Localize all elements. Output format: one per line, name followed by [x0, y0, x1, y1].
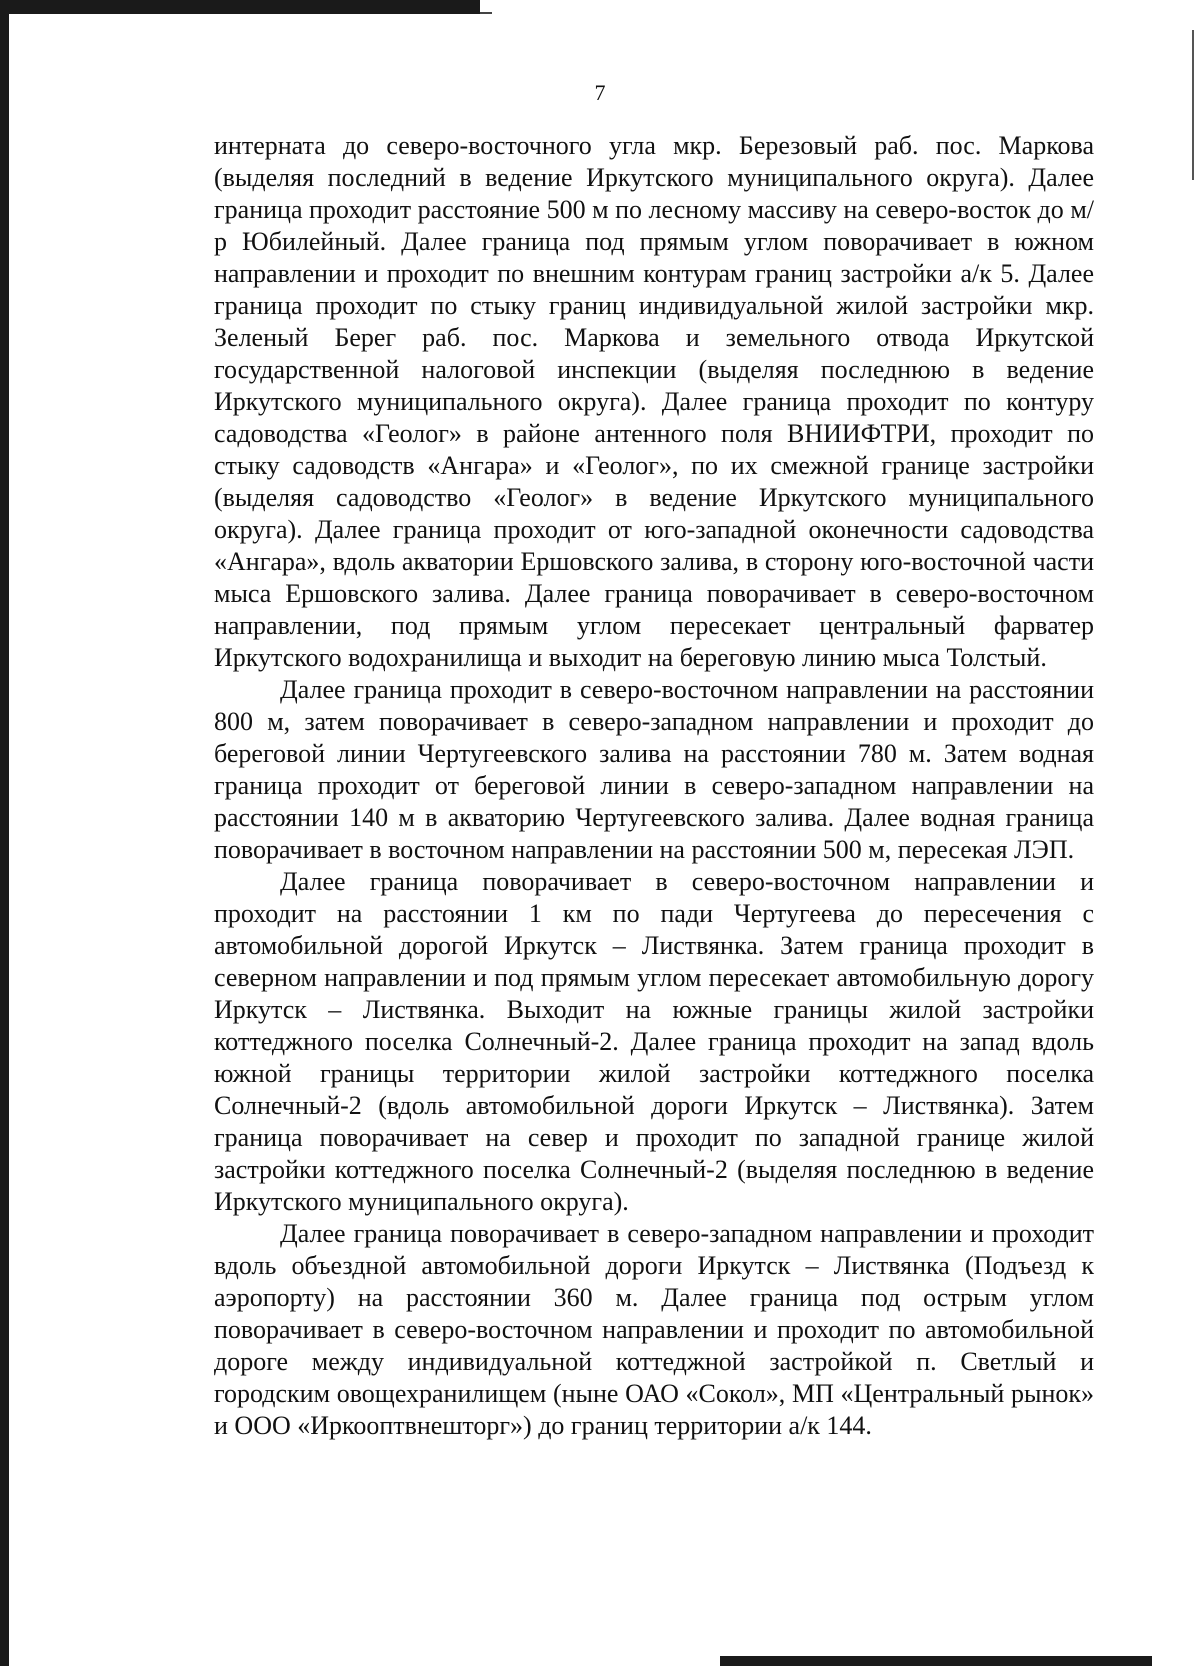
paragraph: Далее граница поворачивает в северо-восточном направлении и проходит на расстоянии 1 км по пади Чертугеева до пересечения с автомобильной дорогой Иркутск – Листвянка. Затем граница проходит в северном направлении и под прямым углом пересекает автомобильную дорогу Иркутск – Листвянка. Выходит на южные границы жилой застройки коттеджного поселка Солнечный-2. Далее граница проходит на запад вдоль южной границы территории жилой застройки коттеджного поселка Солнечный-2 (вдоль автомобильной дороги Иркутск – Листвянка). Затем граница поворачивает на север и проходит по западной границе жилой застройки коттеджного поселка Солнечный-2 (выделяя последнюю в ведение Иркутского муниципального округа).	[214, 867, 1094, 1216]
scan-border-top	[0, 0, 480, 14]
paragraph: Далее граница проходит в северо-восточном направлении на расстоянии 800 м, затем поворачивает в северо-западном направлении и проходит до береговой линии Чертугеевского залива на расстоянии 780 м. Затем водная граница проходит от береговой линии в северо-западном направлении на расстоянии 140 м в акваторию Чертугеевского залива. Далее водная граница поворачивает в восточном направлении на расстоянии 500 м, пересекая ЛЭП.	[214, 675, 1094, 864]
scan-border-bottom	[720, 1656, 1152, 1666]
paragraph: интерната до северо-восточного угла мкр. Березовый раб. пос. Маркова (выделяя последний в ведение Иркутского муниципального округа). Далее граница проходит расстояние 500 м по лесному массиву на северо-восток до м/р Юбилейный. Далее граница под прямым углом поворачивает в южном направлении и проходит по внешним контурам границ застройки а/к 5. Далее граница проходит по стыку границ индивидуальной жилой застройки мкр. Зеленый Берег раб. пос. Маркова и земельного отвода Иркутской государственной налоговой инспекции (выделяя последнюю в ведение Иркутского муниципального округа). Далее граница проходит по контуру садоводства «Геолог» в районе антенного поля ВНИИФТРИ, проходит по стыку садоводств «Ангара» и «Геолог», по их смежной границе застройки (выделяя садоводство «Геолог» в ведение Иркутского муниципального округа). Далее граница проходит от юго-западной оконечности садоводства «Ангара», вдоль акватории Ершовского залива, в сторону юго-восточной части мыса Ершовского залива. Далее граница поворачивает в северо-восточном направлении, под прямым углом пересекает центральный фарватер Иркутского водохранилища и выходит на береговую линию мыса Толстый.	[214, 131, 1094, 672]
scan-border-left	[0, 0, 9, 1666]
scan-border-top-tail	[480, 12, 492, 14]
paragraph: Далее граница поворачивает в северо-западном направлении и проходит вдоль объездной автомобильной дороги Иркутск – Листвянка (Подъезд к аэропорту) на расстоянии 360 м. Далее граница под острым углом поворачивает в северо-восточном направлении и проходит по автомобильной дороге между индивидуальной коттеджной застройкой п. Светлый и городским овощехранилищем (ныне ОАО «Сокол», МП «Центральный рынок» и ООО «Иркооптвнешторг») до границ территории а/к 144.	[214, 1219, 1094, 1440]
page-number: 7	[594, 80, 606, 105]
document-body	[214, 130, 1094, 1442]
